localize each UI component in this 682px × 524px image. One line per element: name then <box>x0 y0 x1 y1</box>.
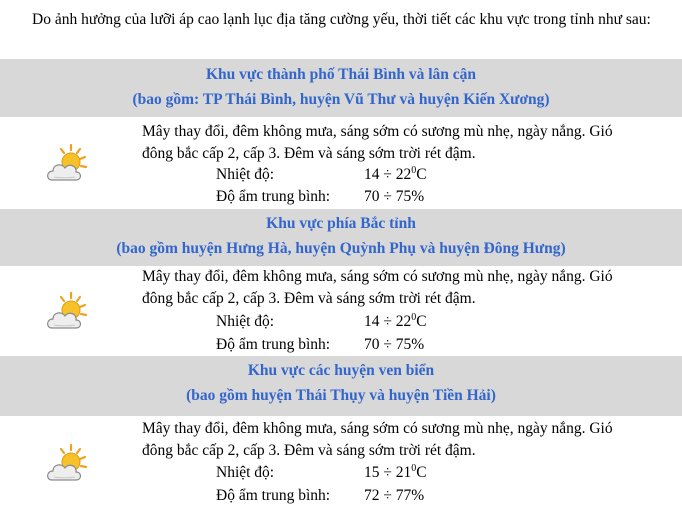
humidity-value: 70 ÷ 75% <box>364 188 425 205</box>
desc-line: đông bắc cấp 2, cấp 3. Đêm và sáng sớm trời rét đậm. <box>142 145 476 162</box>
region-subtitle: (bao gồm huyện Hưng Hà, huyện Quỳnh Phụ và huyện Đông Hưng) <box>116 240 566 257</box>
partly-cloudy-sun-icon <box>44 442 90 484</box>
temperature-label: Nhiệt độ: <box>216 313 275 330</box>
partly-cloudy-sun-icon <box>44 290 90 332</box>
forecast-thai-binh-city <box>0 117 682 209</box>
partly-cloudy-sun-icon <box>44 142 90 184</box>
humidity-label: Độ ẩm trung bình: <box>216 188 331 205</box>
intro-text <box>0 0 682 31</box>
region-subtitle: (bao gồm huyện Thái Thụy và huyện Tiền Hải) <box>186 387 496 404</box>
region-header-coastal <box>0 356 682 416</box>
temperature-value: $14 \div 22^0C$ <box>364 165 427 183</box>
desc-line: Mây thay đổi, đêm không mưa, sáng sớm có sương mù nhẹ, ngày nắng. Gió <box>142 268 613 285</box>
region-title: Khu vực các huyện ven biển <box>247 362 435 379</box>
forecast-description <box>142 121 682 165</box>
forecast-coastal <box>0 416 682 524</box>
region-title: Khu vực phía Bắc tỉnh <box>266 215 416 232</box>
humidity-label: Độ ẩm trung bình: <box>216 336 331 353</box>
region-title: Khu vực thành phố Thái Bình và lân cận <box>205 66 477 83</box>
temperature-value: $14 \div 22^0C$ <box>364 312 427 330</box>
forecast-description <box>142 418 682 462</box>
humidity-value: 70 ÷ 75% <box>364 336 425 353</box>
temperature-label: Nhiệt độ: <box>216 166 275 183</box>
temperature-value: $15 \div 21^0C$ <box>364 463 427 481</box>
region-subtitle: (bao gồm: TP Thái Bình, huyện Vũ Thư và huyện Kiến Xương) <box>132 91 550 108</box>
desc-line: đông bắc cấp 2, cấp 3. Đêm và sáng sớm trời rét đậm. <box>142 442 476 459</box>
region-header-thai-binh-city <box>0 59 682 117</box>
desc-line: Mây thay đổi, đêm không mưa, sáng sớm có sương mù nhẹ, ngày nắng. Gió <box>142 420 613 437</box>
region-header-north <box>0 209 682 266</box>
forecast-north <box>0 266 682 356</box>
temperature-label: Nhiệt độ: <box>216 464 275 481</box>
humidity-value: 72 ÷ 77% <box>364 487 425 504</box>
desc-line: đông bắc cấp 2, cấp 3. Đêm và sáng sớm trời rét đậm. <box>142 290 476 307</box>
intro-paragraph: Do ảnh hưởng của lưỡi áp cao lạnh lục địa tăng cường yếu, thời tiết các khu vực trong tỉnh như sau: <box>32 11 651 28</box>
humidity-label: Độ ẩm trung bình: <box>216 487 331 504</box>
forecast-description <box>142 266 682 310</box>
desc-line: Mây thay đổi, đêm không mưa, sáng sớm có sương mù nhẹ, ngày nắng. Gió <box>142 123 613 140</box>
